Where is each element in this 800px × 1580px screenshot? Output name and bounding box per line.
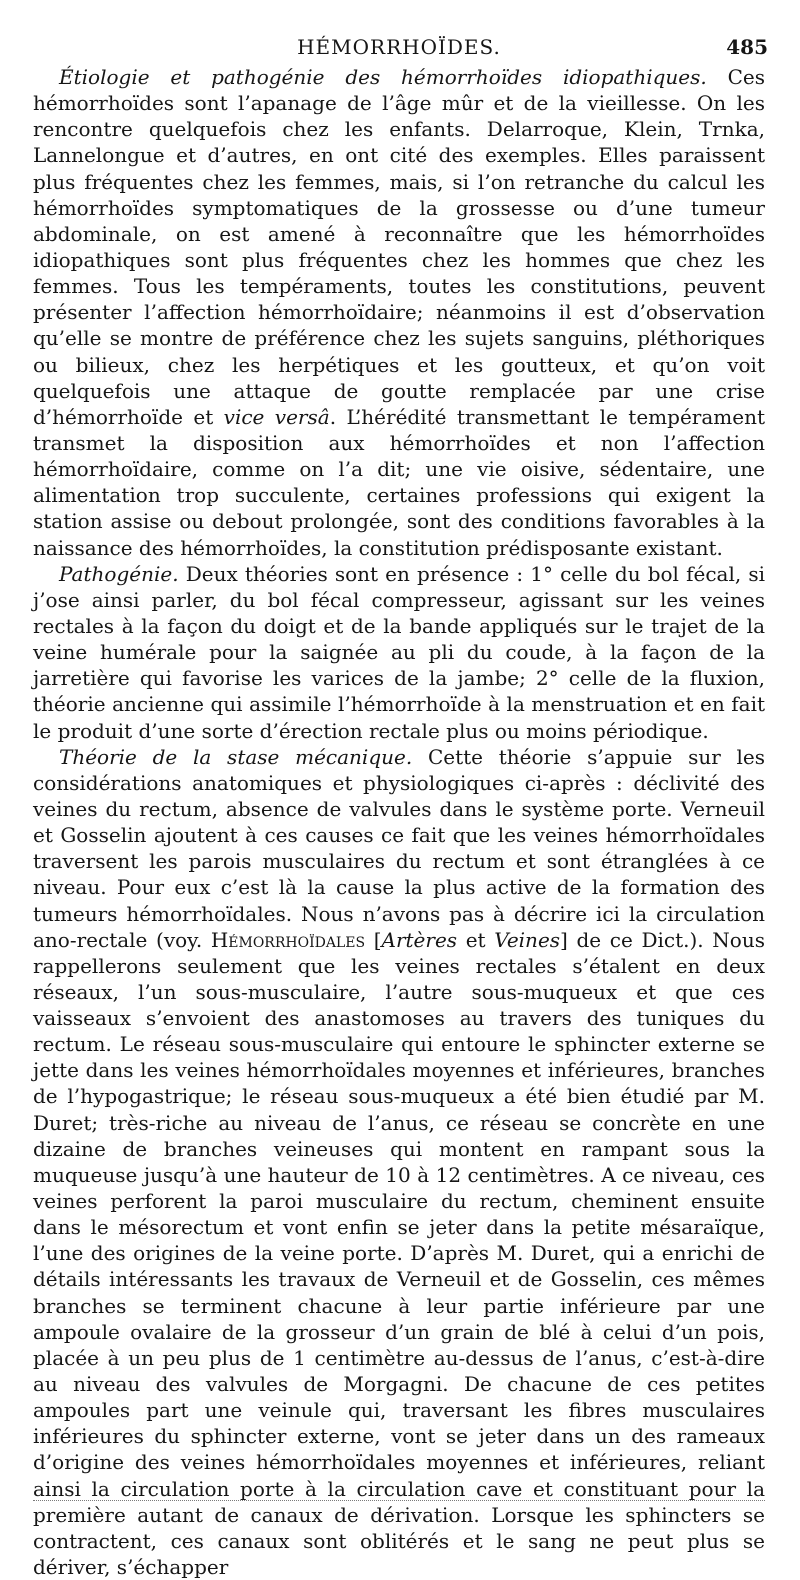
bracket-open: [ <box>365 927 382 952</box>
paragraph-heading: Pathogénie. <box>59 561 179 586</box>
paragraph-text: Ces hémorrhoïdes sont l’apanage de l’âge mûr et de la vieillesse. On les rencontre quelquefois chez les enfants. Delarroque, Klein, Trnka, Lannelongue et d’autres, en ont cité des exemples. Elles paraissent plus fréquentes chez les femmes, mais, si l’on retranche du calcul les hémorrhoïdes symptomatiques de la grossesse ou d’une tumeur abdominale, on est amené à reconnaître que les hémorrhoïdes idiopathiques sont plus fréquentes chez les hommes que chez les femmes. Tous les tempéraments, toutes les constitutions, peuvent présenter l’affection hémorrhoïdaire; néanmoins il est d’observation qu’elle se montre de préférence chez les sujets sanguins, pléthoriques ou bilieux, chez les herpétiques et les goutteux, et qu’on voit quelquefois une attaque de goutte remplacée par une crise d’hémorrhoïde et <box>33 65 765 429</box>
page-number: 485 <box>726 35 768 59</box>
paragraph-stase-mecanique <box>33 744 765 1580</box>
running-title: HÉMORRHOÏDES. <box>297 35 501 59</box>
paragraph-etiologie <box>33 64 765 561</box>
bracket-close: ] de ce Dict.). <box>560 927 704 952</box>
cross-reference-veines: Veines <box>494 927 561 952</box>
paragraph-heading: Étiologie et pathogénie des hémorrhoïdes idiopathiques. <box>59 65 707 89</box>
paragraph-text: Cette théorie s’appuie sur les considérations anatomiques et physiologiques ci-après : déclivité des veines du rectum, absence de valvules dans le système porte. Verneuil et Gosselin ajoutent à ces causes ce fait que les veines hémorrhoïdales traversent les parois musculaires du rectum et sont étranglées à ce niveau. Pour eux c’est là la cause la plus active de la formation des tumeurs hémorrhoïdales. Nous n’avons pas à décrire ici la circulation ano-rectale (voy. <box>33 744 766 952</box>
paragraph-pathogenie <box>33 561 765 744</box>
cross-reference-arteres: Artères <box>381 927 458 952</box>
paragraph-text: Nous rappellerons seulement que les veines rectales s’étalent en deux réseaux, l’un sous-musculaire, l’autre sous-muqueux et que ces vaisseaux s’envoient des anastomoses au travers des tuniques du rectum. Le réseau sous-musculaire qui entoure le sphincter externe se jette dans les veines hémorrhoïdales moyennes et inférieures, branches de l’hypogastrique; le réseau sous-muqueux a été bien étudié par M. Duret; très-riche au niveau de l’anus, ce réseau se concrète en une dizaine de branches veineuses qui montent en rampant sous la muqueuse jusqu’à une hauteur de 10 à 12 centimètres. A ce niveau, ces veines perforent la paroi musculaire du rectum, cheminent ensuite dans le mésorectum et vont enfin se jeter dans la petite mésaraïque, l’une des origines de la veine porte. D’après M. Duret, qui a enrichi de détails intéressants les travaux de Verneuil et de Gosselin, ces mêmes branches se terminent chacune à leur partie inférieure par une ampoule ovalaire de la grosseur d’un grain de blé à celui d’un pois, placée à un peu plus de 1 centimètre au-dessus de l’anus, c’est-à-dire au niveau des valvules de Morgagni. De chacune de ces petites ampoules part une veinule qui, traversant les fibres musculaires inférieures du sphincter externe, vont se jeter dans un des rameaux d’origine des veines hémorrhoïdales moyennes et inférieures, reliant ainsi la circulation porte à la circulation cave et constituant pour la première autant de canaux de dérivation. Lorsque les sphincters se contractent, ces canaux sont oblitérés et le sang ne peut plus se dériver, s’échapper <box>33 927 765 1580</box>
latin-phrase: vice versâ <box>223 404 330 429</box>
running-head <box>30 32 768 62</box>
paragraph-text: . L’hérédité transmettant le tempérament transmet la disposition aux hémorrhoïdes et non l’affection hémorrhoïdaire, comme on l’a dit; une vie oisive, sédentaire, une alimentation trop succulente, certaines professions qui exigent la station assise ou debout prolongée, sont des conditions favorables à la naissance des hémorrhoïdes, la constitution prédisposante existant. <box>33 404 765 560</box>
body-text <box>33 64 765 1580</box>
paragraph-heading: Théorie de la stase mécanique. <box>59 744 413 769</box>
paragraph-text: Deux théories sont en présence : 1° celle du bol fécal, si j’ose ainsi parler, du bol fécal compresseur, agissant sur les veines rectales à la façon du doigt et de la bande appliqués sur le trajet de la veine humérale pour la saignée au pli du coude, à la façon de la jarretière qui favorise les varices de la jambe; 2° celle de la fluxion, théorie ancienne qui assimile l’hémorrhoïde à la menstruation et en fait le produit d’une sorte d’érection rectale plus ou moins périodique. <box>33 561 765 743</box>
cross-reference-term: Hémorrhoïdales <box>210 927 366 952</box>
conjunction: et <box>457 927 495 952</box>
footer-dotted-rule <box>33 1500 765 1501</box>
